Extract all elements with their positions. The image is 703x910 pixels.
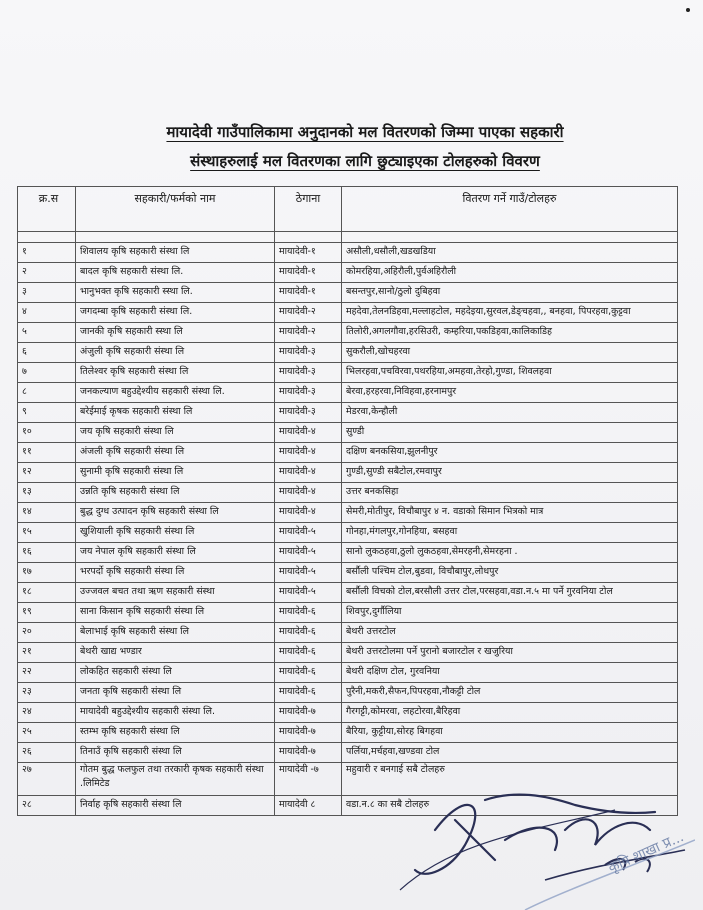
table-row bbox=[18, 583, 678, 603]
table-row bbox=[18, 623, 678, 643]
cell-areas: सुण्डी bbox=[342, 423, 678, 443]
cell-cooperative-name: जनता कृषि सहकारी संस्था लि bbox=[76, 683, 275, 703]
cell-cooperative-name: भानुभक्त कृषि सहकारी स्स्था लि. bbox=[76, 283, 275, 303]
cell-areas: बेथरी उत्तरटोल bbox=[342, 623, 678, 643]
cell-address: मायादेवी-५ bbox=[275, 543, 342, 563]
document-title bbox=[60, 118, 670, 176]
cell-cooperative-name: लोकहित सहकारी संस्था लि bbox=[76, 663, 275, 683]
cell-serial: ७ bbox=[18, 363, 76, 383]
table-row bbox=[18, 423, 678, 443]
table-row bbox=[18, 303, 678, 323]
cell-areas: बर्सौली पश्चिम टोल,बुडवा, विचौबापुर,लोधपुर bbox=[342, 563, 678, 583]
cell-areas: बेरवा,हरहरवा,निविहवा,हरनामपुर bbox=[342, 383, 678, 403]
cell-address: मायादेवी-७ bbox=[275, 723, 342, 743]
cell-serial: ९ bbox=[18, 403, 76, 423]
cell-address: मायादेवी-५ bbox=[275, 583, 342, 603]
table-row bbox=[18, 383, 678, 403]
cell-serial: २० bbox=[18, 623, 76, 643]
cell-areas: असौली,धसौली,खडखडिया bbox=[342, 243, 678, 263]
table-row bbox=[18, 643, 678, 663]
cell-address: मायादेवी-३ bbox=[275, 363, 342, 383]
cell-address: मायादेवी-६ bbox=[275, 683, 342, 703]
header-address: ठेगाना bbox=[275, 187, 342, 232]
cell-address: मायादेवी-४ bbox=[275, 483, 342, 503]
cell-address: मायादेवी-५ bbox=[275, 523, 342, 543]
cell-areas: बैरिया, कुट्टीया,सोरह बिगहवा bbox=[342, 723, 678, 743]
cell-address: मायादेवी-६ bbox=[275, 623, 342, 643]
staple-mark bbox=[686, 8, 690, 12]
cell-cooperative-name: अंजुली कृषि सहकारी संस्था लि bbox=[76, 343, 275, 363]
cell-address: मायादेवी-४ bbox=[275, 463, 342, 483]
cell-serial: २२ bbox=[18, 663, 76, 683]
cell-areas: महुवारी र बनगाई सबै टोलहरु bbox=[342, 763, 678, 796]
table-row bbox=[18, 483, 678, 503]
header-serial: क्र.स bbox=[18, 187, 76, 232]
cell-areas: मेडरवा,केन्हौली bbox=[342, 403, 678, 423]
cell-address: मायादेवी-३ bbox=[275, 343, 342, 363]
cell-address: मायादेवी-५ bbox=[275, 563, 342, 583]
cell-cooperative-name: अंजली कृषि सहकारी संस्था लि bbox=[76, 443, 275, 463]
table-body bbox=[18, 232, 678, 816]
table-row bbox=[18, 343, 678, 363]
cell-address: मायादेवी-३ bbox=[275, 383, 342, 403]
cell-address: मायादेवी-१ bbox=[275, 243, 342, 263]
cell-serial: १३ bbox=[18, 483, 76, 503]
cell-serial: २८ bbox=[18, 796, 76, 816]
table-row bbox=[18, 703, 678, 723]
table-row bbox=[18, 543, 678, 563]
cell-serial: २५ bbox=[18, 723, 76, 743]
table-row bbox=[18, 723, 678, 743]
table-spacer-row bbox=[18, 232, 678, 243]
table-header-row bbox=[18, 187, 678, 232]
cell-cooperative-name: शिवालय कृषि सहकारी संस्था लि bbox=[76, 243, 275, 263]
cell-cooperative-name: खुशियाली कृषि सहकारी संस्था लि bbox=[76, 523, 275, 543]
cell-address: मायादेवी-६ bbox=[275, 643, 342, 663]
title-line-2: संस्थाहरुलाई मल वितरणका लागि छुट्याइएका टोलहरुको विवरण bbox=[190, 152, 540, 170]
cell-serial: १० bbox=[18, 423, 76, 443]
cell-areas: गुण्डी,सुण्डी सबैटोल,रमवापुर bbox=[342, 463, 678, 483]
table-row bbox=[18, 743, 678, 763]
cell-serial: ६ bbox=[18, 343, 76, 363]
table-row bbox=[18, 363, 678, 383]
cell-areas: दक्षिण बनकसिया,झुलनीपुर bbox=[342, 443, 678, 463]
cell-serial: २१ bbox=[18, 643, 76, 663]
cell-areas: सेमरी,मोतीपुर, विचौबापुर ४ न. वडाको सिमान भित्रको मात्र bbox=[342, 503, 678, 523]
cell-cooperative-name: बरेईमाई कृषक सहकारी संस्था लि bbox=[76, 403, 275, 423]
cell-address: मायादेवी-१ bbox=[275, 263, 342, 283]
distribution-table bbox=[17, 186, 678, 816]
cell-areas: कोमरहिया,अहिरौली,पुर्वअहिरौली bbox=[342, 263, 678, 283]
table-row bbox=[18, 683, 678, 703]
cell-address: मायादेवी-६ bbox=[275, 663, 342, 683]
table-row bbox=[18, 323, 678, 343]
cell-cooperative-name: साना किसान कृषि सहकारी संस्था लि bbox=[76, 603, 275, 623]
table-row bbox=[18, 443, 678, 463]
cell-serial: २७ bbox=[18, 763, 76, 796]
cell-address: मायादेवी-७ bbox=[275, 743, 342, 763]
cell-address: मायादेवी-२ bbox=[275, 303, 342, 323]
table-row bbox=[18, 663, 678, 683]
cell-areas: पुरैनी,मकरी,सैफन,पिपरहवा,नौकट्टी टोल bbox=[342, 683, 678, 703]
cell-areas: शिवपुर,दुर्गौलिया bbox=[342, 603, 678, 623]
cell-serial: २६ bbox=[18, 743, 76, 763]
cell-serial: ३ bbox=[18, 283, 76, 303]
table-row bbox=[18, 263, 678, 283]
cell-serial: २४ bbox=[18, 703, 76, 723]
cell-cooperative-name: भरपर्दो कृषि सहकारी संस्था लि bbox=[76, 563, 275, 583]
table-row bbox=[18, 523, 678, 543]
cell-cooperative-name: बादल कृषि सहकारी संस्था लि. bbox=[76, 263, 275, 283]
cell-cooperative-name: उज्जवल बचत तथा ऋण सहकारी संस्था bbox=[76, 583, 275, 603]
cell-areas: उत्तर बनकसिहा bbox=[342, 483, 678, 503]
cell-serial: १८ bbox=[18, 583, 76, 603]
cell-address: मायादेवी ८ bbox=[275, 796, 342, 816]
cell-cooperative-name: बेथरी खाद्य भण्डार bbox=[76, 643, 275, 663]
cell-serial: ४ bbox=[18, 303, 76, 323]
cell-serial: २३ bbox=[18, 683, 76, 703]
header-name: सहकारी/फर्मको नाम bbox=[76, 187, 275, 232]
cell-cooperative-name: जानकी कृषि सहकारी स्स्था लि bbox=[76, 323, 275, 343]
cell-cooperative-name: सुनामी कृषि सहकारी संस्था लि bbox=[76, 463, 275, 483]
cell-cooperative-name: स्तम्भ कृषि सहकारी संस्था लि bbox=[76, 723, 275, 743]
cell-serial: ११ bbox=[18, 443, 76, 463]
cell-address: मायादेवी-२ bbox=[275, 323, 342, 343]
cell-areas: महदेवा,तेलनडिहवा,मल्लाहटोल, महदेइया,सुरवल,डेङ्चहवा,, बनहवा, पिपरहवा,कुट्टवा bbox=[342, 303, 678, 323]
cell-serial: २ bbox=[18, 263, 76, 283]
cell-address: मायादेवी-१ bbox=[275, 283, 342, 303]
table-row bbox=[18, 463, 678, 483]
cell-cooperative-name: गोतम बुद्ध फलफुल तथा तरकारी कृषक सहकारी संस्था .लिमिटेड bbox=[76, 763, 275, 796]
cell-cooperative-name: जय नेपाल कृषि सहकारी संस्था लि bbox=[76, 543, 275, 563]
cell-cooperative-name: मायादेवी बहुउद्देश्यीय सहकारी संस्था लि. bbox=[76, 703, 275, 723]
header-areas: वितरण गर्ने गाउँ/टोलहरु bbox=[342, 187, 678, 232]
cell-areas: गोनहा,मंगलपुर,गोनहिया, बसहवा bbox=[342, 523, 678, 543]
cell-address: मायादेवी-४ bbox=[275, 443, 342, 463]
table-row bbox=[18, 403, 678, 423]
table-row bbox=[18, 563, 678, 583]
cell-areas: सानो लुकठहवा,ठुलो लुकठहवा,सेमरहनी,सेमरहना . bbox=[342, 543, 678, 563]
cell-cooperative-name: निर्वाह कृषि सहकारी संस्था लि bbox=[76, 796, 275, 816]
cell-address: मायादेवी-७ bbox=[275, 703, 342, 723]
cell-cooperative-name: बुद्ध दुग्ध उत्पादन कृषि सहकारी संस्था लि bbox=[76, 503, 275, 523]
cell-cooperative-name: जनकल्याण बहुउद्देश्यीय सहकारी संस्था लि. bbox=[76, 383, 275, 403]
cell-cooperative-name: बेलाभाई कृषि सहकारी संस्था लि bbox=[76, 623, 275, 643]
cell-serial: १९ bbox=[18, 603, 76, 623]
cell-areas: बसन्तपुर,सानो/ठुलो दुबिहवा bbox=[342, 283, 678, 303]
cell-areas: गैरगट्टी,कोमरवा, लहटोरवा,बैरिहवा bbox=[342, 703, 678, 723]
cell-areas: बर्सौली विचको टोल,बरसौली उत्तर टोल,परसहवा,वडा.न.५ मा पर्ने गुरवनिया टोल bbox=[342, 583, 678, 603]
cell-serial: १७ bbox=[18, 563, 76, 583]
spacer-cell bbox=[18, 232, 76, 243]
table-row bbox=[18, 283, 678, 303]
cell-serial: १ bbox=[18, 243, 76, 263]
cell-address: मायादेवी-४ bbox=[275, 423, 342, 443]
cell-cooperative-name: उन्नति कृषि सहकारी संस्था लि bbox=[76, 483, 275, 503]
cell-serial: १५ bbox=[18, 523, 76, 543]
cell-areas: पर्लिया,मर्चहवा,खण्डवा टोल bbox=[342, 743, 678, 763]
spacer-cell bbox=[342, 232, 678, 243]
cell-address: मायादेवी-३ bbox=[275, 403, 342, 423]
cell-areas: वडा.न.८ का सबै टोलहरु bbox=[342, 796, 678, 816]
stamp-text: कृषि शाखा प्र... bbox=[605, 828, 687, 877]
cell-areas: सुकरौली,खोचहरवा bbox=[342, 343, 678, 363]
cell-areas: तिलोरी,अगलगौवा,हरसिउरी, कम्हरिया,पकडिहवा,कालिकाडिह bbox=[342, 323, 678, 343]
cell-serial: १६ bbox=[18, 543, 76, 563]
title-line-1: मायादेवी गाउँपालिकामा अनुदानको मल वितरणको जिम्मा पाएका सहकारी bbox=[166, 123, 564, 141]
cell-address: मायादेवी -७ bbox=[275, 763, 342, 796]
cell-address: मायादेवी-४ bbox=[275, 503, 342, 523]
cell-serial: १४ bbox=[18, 503, 76, 523]
cell-areas: बेथरी उत्तरटोलमा पर्ने पुरानो बजारटोल र खजुरिया bbox=[342, 643, 678, 663]
cell-cooperative-name: तिनाउँ कृषि सहकारी संस्था लि bbox=[76, 743, 275, 763]
cell-cooperative-name: जय कृषि सहकारी संस्था लि bbox=[76, 423, 275, 443]
table-row bbox=[18, 243, 678, 263]
spacer-cell bbox=[275, 232, 342, 243]
table-row bbox=[18, 503, 678, 523]
cell-serial: १२ bbox=[18, 463, 76, 483]
table-row bbox=[18, 603, 678, 623]
cell-cooperative-name: जगदम्बा कृषि सहकारी संस्था लि. bbox=[76, 303, 275, 323]
spacer-cell bbox=[76, 232, 275, 243]
cell-address: मायादेवी-६ bbox=[275, 603, 342, 623]
cell-areas: बेथरी दक्षिण टोल, गुरवनिया bbox=[342, 663, 678, 683]
cell-areas: भिलरहवा,पचविरवा,पथरहिया,अमहवा,तेरहो,गुण्डा, शिवलहवा bbox=[342, 363, 678, 383]
cell-serial: ८ bbox=[18, 383, 76, 403]
cell-serial: ५ bbox=[18, 323, 76, 343]
cell-cooperative-name: तिलेश्वर कृषि सहकारी संस्था लि bbox=[76, 363, 275, 383]
